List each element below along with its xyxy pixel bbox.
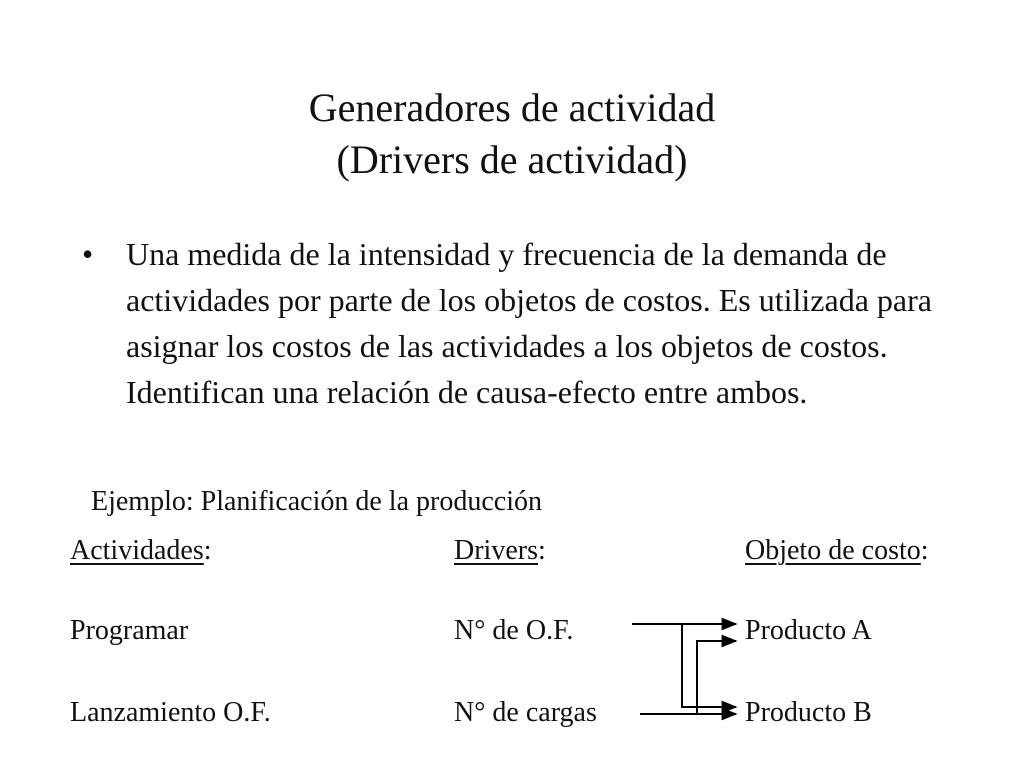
row-1-activity: Programar	[70, 615, 189, 646]
header-drivers-colon: :	[537, 535, 546, 566]
bullet-icon: •	[82, 236, 94, 272]
row-1-object: Producto A	[745, 615, 872, 646]
example-label: Ejemplo	[91, 486, 186, 517]
definition-text: Una medida de la intensidad y frecuencia de la demanda de actividades por parte de los objetos de costos. Es utilizada para asignar los costos de las actividades a los objetos de costos. Identifican una relación de causa-efecto entre ambos.	[126, 236, 932, 410]
title-line-1: Generadores de actividad	[308, 85, 716, 130]
row-1-driver: N° de O.F.	[454, 615, 574, 646]
example-text: Planificación de la producción	[193, 486, 542, 517]
arrow-of-to-product-b	[682, 624, 736, 707]
arrow-cargas-to-product-a	[697, 641, 736, 714]
example-colon: :	[185, 486, 194, 517]
title-line-2: (Drivers de actividad)	[336, 137, 688, 182]
row-2-activity: Lanzamiento O.F.	[70, 697, 271, 728]
header-activities-label: Actividades	[70, 535, 204, 566]
header-objects-label: Objeto de costo	[745, 535, 921, 566]
header-activities-colon: :	[203, 535, 212, 566]
header-drivers-label: Drivers	[454, 535, 538, 566]
header-objects-colon: :	[920, 535, 929, 566]
row-2-object: Producto B	[745, 697, 872, 728]
row-2-driver: N° de cargas	[454, 697, 597, 728]
